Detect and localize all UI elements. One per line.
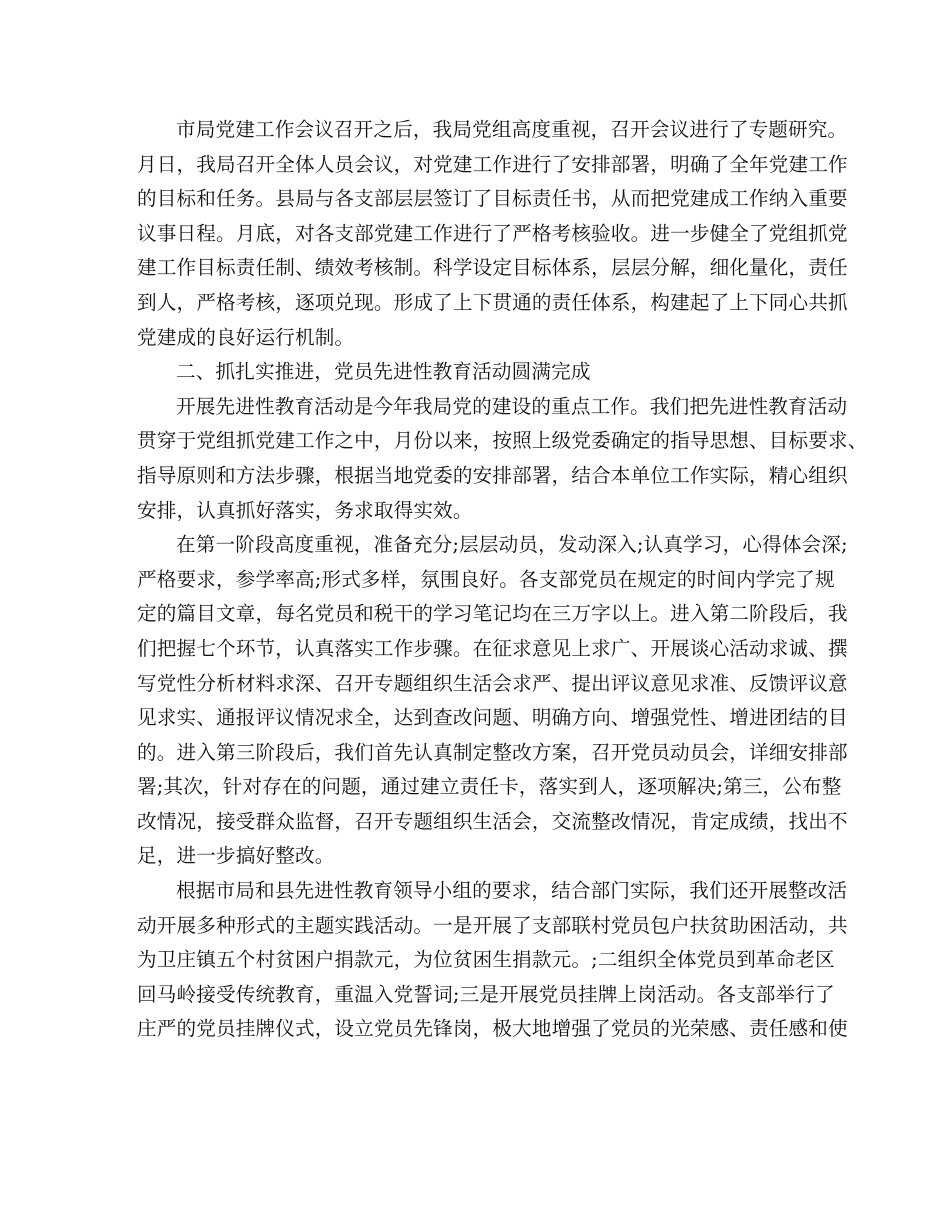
paragraph-line: 为卫庄镇五个村贫困户捐款元，为位贫困生捐款元。;二组织全体党员到革命老区: [137, 948, 835, 972]
paragraph-line: 署;其次，针对存在的问题，通过建立责任卡，落实到人，逐项解决;第三，公布整: [137, 775, 842, 799]
paragraph-line: 议事日程。月底，对各支部党建工作进行了严格考核验收。进一步健全了党组抓党: [137, 221, 848, 245]
paragraph-line: 建工作目标责任制、绩效考核制。科学设定目标体系，层层分解，细化量化，责任: [137, 256, 848, 280]
document-body: [137, 113, 868, 1047]
paragraph-line: 月日，我局召开全体人员会议，对党建工作进行了安排部署，明确了全年党建工作: [137, 152, 848, 176]
paragraph-line: 的。进入第三阶段后，我们首先认真制定整改方案，召开党员动员会，详细安排部: [137, 740, 848, 764]
section-heading: 二、抓扎实推进，党员先进性教育活动圆满完成: [176, 360, 591, 384]
paragraph-line: 定的篇目文章，每名党员和税干的学习笔记均在三万字以上。进入第二阶段后，我: [137, 602, 848, 626]
paragraph-line: 在第一阶段高度重视，准备充分;层层动员，发动深入;认真学习，心得体会深;: [176, 533, 848, 557]
paragraph-line: 市局党建工作会议召开之后，我局党组高度重视，召开会议进行了专题研究。: [176, 118, 848, 141]
paragraph-line: 安排，认真抓好落实，务求取得实效。: [137, 498, 473, 522]
paragraph-line: 见求实、通报评议情况求全，达到查改问题、明确方向、增强党性、增进团结的目: [137, 706, 848, 730]
paragraph-line: 贯穿于党组抓党建工作之中，月份以来，按照上级党委确定的指导思想、目标要求、: [137, 429, 868, 453]
paragraph-line: 的目标和任务。县局与各支部层层签订了目标责任书，从而把党建成工作纳入重要: [137, 187, 848, 211]
paragraph-line: 到人，严格考核，逐项兑现。形成了上下贯通的责任体系，构建起了上下同心共抓: [137, 290, 848, 314]
paragraph-line: 动开展多种形式的主题实践活动。一是开展了支部联村党员包户扶贫助困活动，共: [137, 913, 848, 937]
paragraph-line: 回马岭接受传统教育，重温入党誓词;三是开展党员挂牌上岗活动。各支部举行了: [137, 982, 835, 1006]
paragraph-line: 足，进一步搞好整改。: [137, 844, 335, 868]
paragraph-line: 党建成的良好运行机制。: [137, 325, 355, 349]
paragraph-line: 严格要求，参学率高;形式多样，氛围良好。各支部党员在规定的时间内学完了规: [137, 567, 835, 591]
paragraph-line: 庄严的党员挂牌仪式，设立党员先锋岗，极大地增强了党员的光荣感、责任感和使: [137, 1017, 848, 1041]
paragraph-line: 根据市局和县先进性教育领导小组的要求，结合部门实际，我们还开展整改活: [176, 879, 848, 903]
paragraph-line: 改情况，接受群众监督，召开专题组织生活会，交流整改情况，肯定成绩，找出不: [137, 809, 848, 833]
paragraph-line: 写党性分析材料求深、召开专题组织生活会求严、提出评议意见求准、反馈评议意: [137, 671, 848, 695]
paragraph-line: 们把握七个环节，认真落实工作步骤。在征求意见上求广、开展谈心活动求诚、撰: [137, 636, 848, 660]
paragraph-line: 指导原则和方法步骤，根据当地党委的安排部署，结合本单位工作实际，精心组织: [137, 463, 848, 487]
paragraph-line: 开展先进性教育活动是今年我局党的建设的重点工作。我们把先进性教育活动: [176, 394, 848, 418]
